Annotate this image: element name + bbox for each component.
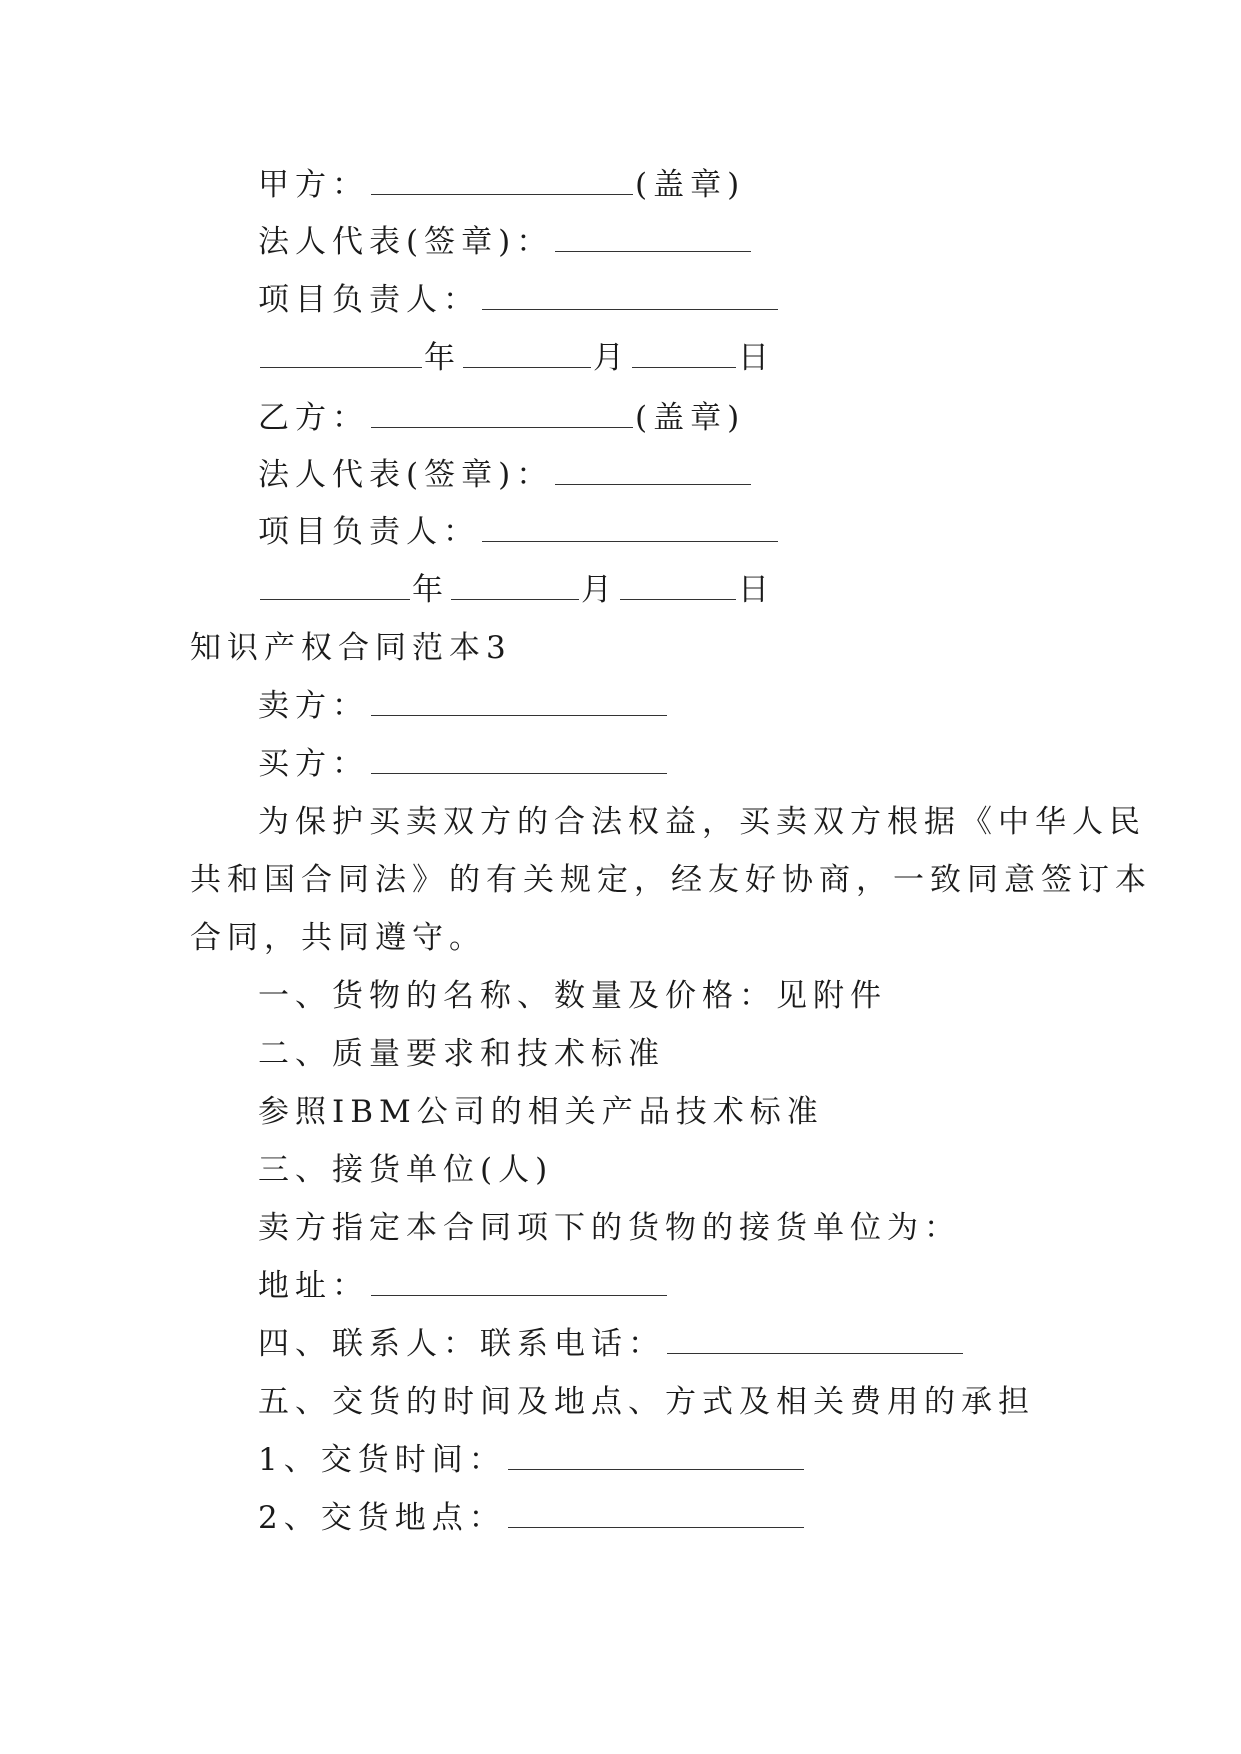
clause-5-1-line	[258, 1440, 806, 1480]
party-b-date-line	[258, 570, 775, 610]
clause-4: 四、联系人：联系电话：	[258, 1326, 665, 1362]
clause-3-detail: 卖方指定本合同项下的货物的接货单位为：	[258, 1210, 961, 1246]
date-year-label: 年	[412, 572, 449, 608]
seller-label: 卖方：	[258, 688, 369, 724]
party-b-day-blank[interactable]	[620, 571, 736, 600]
clause-5-2-line	[258, 1498, 806, 1538]
address-blank[interactable]	[371, 1267, 667, 1296]
seller-line	[258, 686, 669, 726]
address-label: 地址：	[258, 1268, 369, 1304]
party-b-manager-line	[258, 512, 780, 552]
contact-phone-blank[interactable]	[667, 1325, 963, 1354]
party-b-line	[258, 398, 745, 438]
party-b-manager-blank[interactable]	[482, 513, 778, 542]
date-day-label: 日	[738, 340, 775, 376]
party-a-rep-label: 法人代表(签章)：	[258, 224, 554, 260]
date-month-label: 月	[593, 340, 630, 376]
party-b-rep-line	[258, 455, 753, 495]
seller-blank[interactable]	[371, 687, 667, 716]
party-a-month-blank[interactable]	[463, 339, 591, 368]
party-b-rep-label: 法人代表(签章)：	[258, 457, 554, 493]
clause-5-1: 1、交货时间：	[258, 1442, 506, 1478]
buyer-line	[258, 744, 669, 784]
date-month-label: 月	[581, 572, 618, 608]
delivery-place-blank[interactable]	[508, 1499, 804, 1528]
party-a-manager-blank[interactable]	[482, 281, 778, 310]
date-day-label: 日	[738, 572, 775, 608]
intro-line-3: 合同，共同遵守。	[190, 920, 486, 956]
party-b-year-blank[interactable]	[260, 571, 410, 600]
party-a-seal: (盖章)	[635, 167, 746, 203]
clause-3: 三、接货单位(人)	[258, 1152, 554, 1188]
party-a-label: 甲方：	[258, 167, 369, 203]
party-b-month-blank[interactable]	[451, 571, 579, 600]
address-line	[258, 1266, 669, 1306]
clause-4-line	[258, 1324, 965, 1364]
party-a-blank[interactable]	[371, 166, 633, 195]
buyer-blank[interactable]	[371, 745, 667, 774]
party-b-manager-label: 项目负责人：	[258, 514, 480, 550]
party-a-manager-line	[258, 280, 780, 320]
date-year-label: 年	[424, 340, 461, 376]
party-b-blank[interactable]	[371, 399, 633, 428]
intro-line-1: 为保护买卖双方的合法权益，买卖双方根据《中华人民	[258, 804, 1146, 840]
buyer-label: 买方：	[258, 746, 369, 782]
delivery-time-blank[interactable]	[508, 1441, 804, 1470]
party-a-date-line	[258, 338, 775, 378]
party-b-label: 乙方：	[258, 400, 369, 436]
clause-2: 二、质量要求和技术标准	[258, 1036, 665, 1072]
party-a-day-blank[interactable]	[632, 339, 736, 368]
party-a-line	[258, 165, 745, 205]
section-title: 知识产权合同范本3	[190, 630, 512, 666]
party-a-manager-label: 项目负责人：	[258, 282, 480, 318]
clause-2-detail: 参照IBM公司的相关产品技术标准	[258, 1094, 824, 1130]
party-a-rep-line	[258, 222, 753, 262]
party-a-rep-blank[interactable]	[555, 223, 751, 252]
party-b-rep-blank[interactable]	[555, 456, 751, 485]
clause-5-2: 2、交货地点：	[258, 1500, 506, 1536]
party-a-year-blank[interactable]	[260, 339, 422, 368]
intro-line-2: 共和国合同法》的有关规定，经友好协商，一致同意签订本	[190, 862, 1152, 898]
clause-1: 一、货物的名称、数量及价格：见附件	[258, 978, 887, 1014]
party-b-seal: (盖章)	[635, 400, 746, 436]
clause-5: 五、交货的时间及地点、方式及相关费用的承担	[258, 1384, 1035, 1420]
